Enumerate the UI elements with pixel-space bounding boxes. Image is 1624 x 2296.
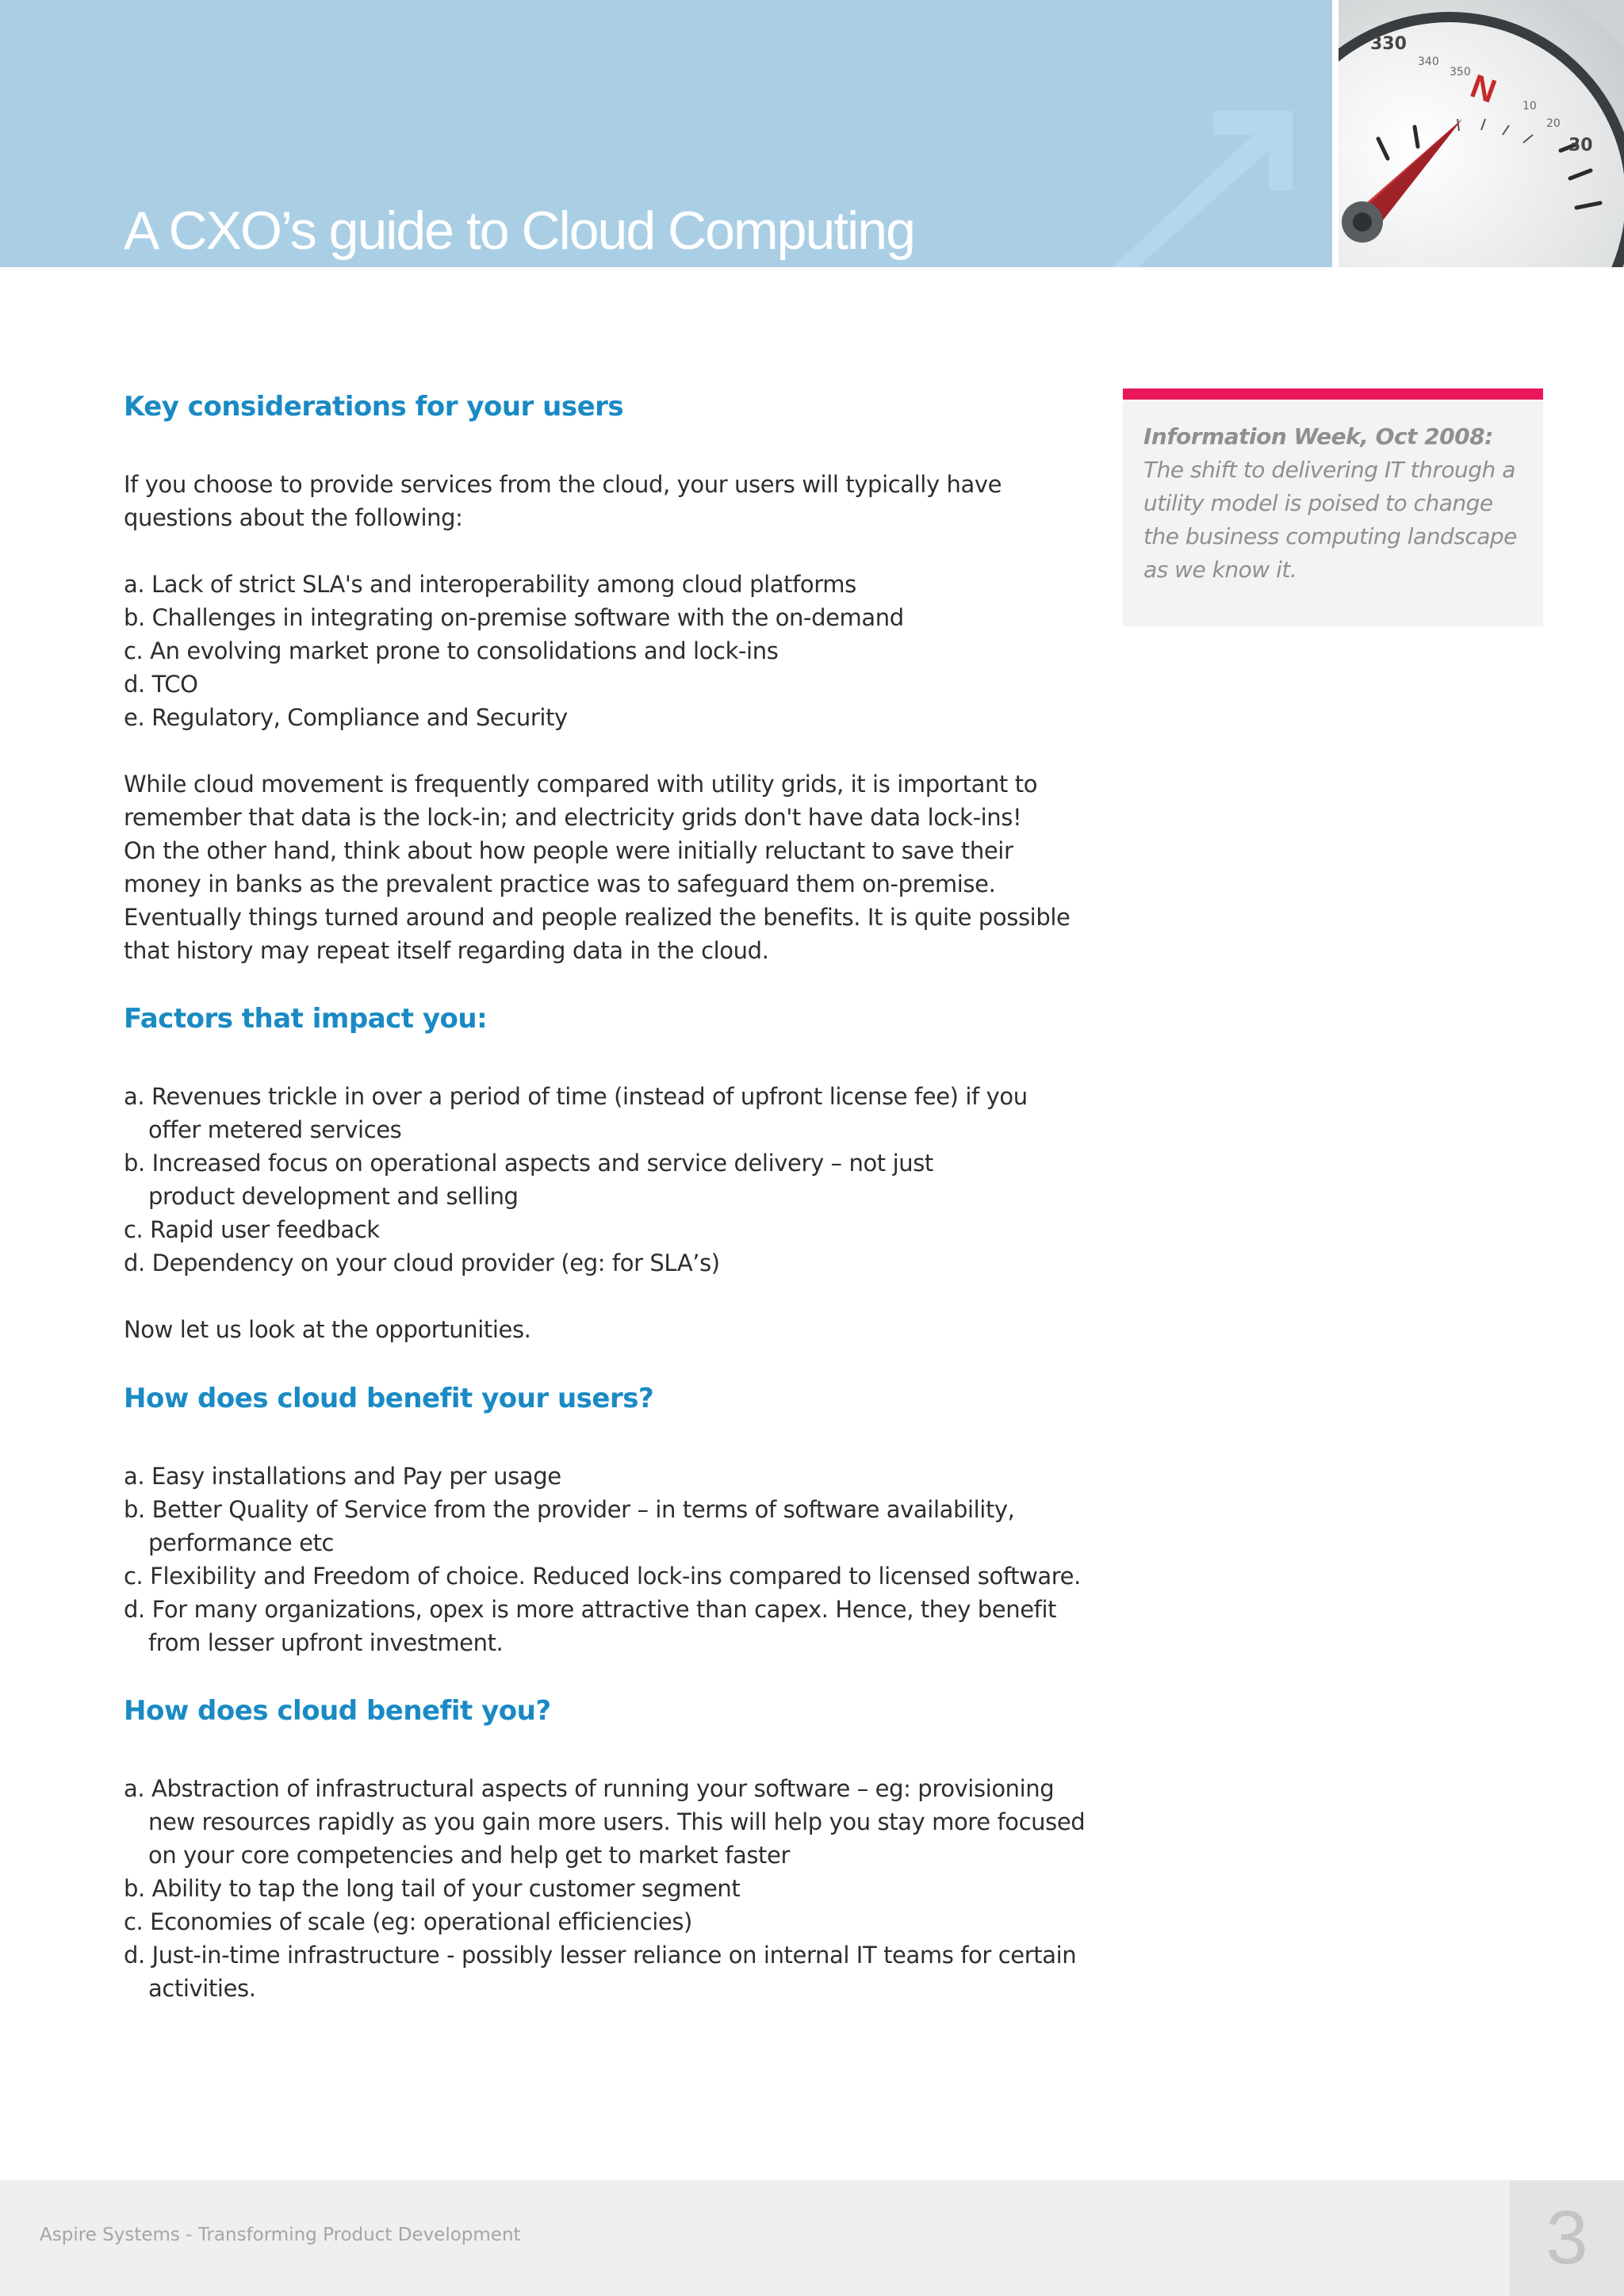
compass-image <box>1339 0 1624 267</box>
sidebar-quote <box>1123 400 1543 626</box>
list-item: b. Challenges in integrating on-premise software with the on-demand <box>124 604 904 631</box>
list-item: c. Rapid user feedback <box>124 1216 380 1243</box>
list-item: a. Easy installations and Pay per usage <box>124 1463 561 1490</box>
footer-company: Aspire Systems - Transforming Product Development <box>40 2225 521 2245</box>
list-item: d. Dependency on your cloud provider (eg: for SLA’s) <box>124 1249 720 1276</box>
page-number-box <box>1510 2180 1624 2296</box>
banner-divider <box>1332 0 1339 267</box>
arrow-watermark-icon <box>1094 103 1300 267</box>
list-item: a. Abstraction of infrastructural aspects of running your software – eg: provisioning <box>124 1775 1055 1802</box>
paragraph-line: Eventually things turned around and people realized the benefits. It is quite possible <box>124 904 1071 931</box>
compass-label-350: 350 <box>1450 66 1471 78</box>
heading-factors: Factors that impact you: <box>124 1003 488 1035</box>
list-item-continuation: offer metered services <box>148 1116 402 1143</box>
list-item: b. Better Quality of Service from the provider – in terms of software availability, <box>124 1496 1015 1523</box>
paragraph-line: money in banks as the prevalent practice was to safeguard them on-premise. <box>124 871 996 897</box>
list-item: d. For many organizations, opex is more attractive than capex. Hence, they benefit <box>124 1596 1057 1623</box>
paragraph-line: While cloud movement is frequently compared with utility grids, it is important to <box>124 771 1038 798</box>
intro-line: questions about the following: <box>124 504 463 531</box>
list-item-continuation: from lesser upfront investment. <box>148 1629 504 1656</box>
quote-accent-bar <box>1123 388 1543 400</box>
list-item-continuation: performance etc <box>148 1529 335 1556</box>
page-title: A CXO’s guide to Cloud Computing <box>124 201 914 261</box>
heading-key-considerations: Key considerations for your users <box>124 391 624 423</box>
list-item: b. Increased focus on operational aspects and service delivery – not just <box>124 1150 933 1177</box>
compass-icon <box>1339 0 1624 267</box>
list-item-continuation: new resources rapidly as you gain more users. This will help you stay more focused <box>148 1808 1086 1835</box>
quote-body: The shift to delivering IT through a utility model is poised to change the business computing landscape as we know it. <box>1143 457 1517 583</box>
compass-label-20: 20 <box>1546 117 1561 130</box>
footer <box>0 2180 1510 2296</box>
compass-label-340: 340 <box>1418 55 1439 68</box>
list-item: d. Just-in-time infrastructure - possibly lesser reliance on internal IT teams for certain <box>124 1942 1077 1969</box>
list-item: c. An evolving market prone to consolidations and lock-ins <box>124 637 779 664</box>
list-item-continuation: product development and selling <box>148 1183 519 1210</box>
list-item: a. Revenues trickle in over a period of time (instead of upfront license fee) if you <box>124 1083 1028 1110</box>
page-number: 3 <box>1545 2195 1588 2280</box>
quote-text-block <box>1143 420 1522 587</box>
heading-users-benefit: How does cloud benefit your users? <box>124 1383 654 1414</box>
paragraph-line: remember that data is the lock-in; and electricity grids don't have data lock-ins! <box>124 804 1022 831</box>
compass-label-330: 330 <box>1370 34 1407 54</box>
heading-you-benefit: How does cloud benefit you? <box>124 1695 551 1727</box>
paragraph-line: that history may repeat itself regarding data in the cloud. <box>124 937 769 964</box>
list-item: e. Regulatory, Compliance and Security <box>124 704 568 731</box>
list-item: b. Ability to tap the long tail of your customer segment <box>124 1875 741 1902</box>
list-item-continuation: activities. <box>148 1975 256 2002</box>
paragraph-line: On the other hand, think about how people were initially reluctant to save their <box>124 837 1013 864</box>
list-item: c. Flexibility and Freedom of choice. Reduced lock-ins compared to licensed software. <box>124 1563 1081 1590</box>
compass-label-north: N <box>1465 67 1502 110</box>
header-banner <box>0 0 1332 267</box>
compass-label-10: 10 <box>1522 100 1537 113</box>
list-item: a. Lack of strict SLA's and interoperability among cloud platforms <box>124 571 856 598</box>
list-item: d. TCO <box>124 671 198 698</box>
intro-line: If you choose to provide services from the cloud, your users will typically have <box>124 471 1002 498</box>
list-item: c. Economies of scale (eg: operational efficiencies) <box>124 1908 692 1935</box>
quote-source: Information Week, Oct 2008: <box>1143 423 1493 450</box>
list-item-continuation: on your core competencies and help get to market faster <box>148 1842 790 1869</box>
compass-label-30: 30 <box>1568 136 1593 155</box>
transition-text: Now let us look at the opportunities. <box>124 1316 531 1343</box>
